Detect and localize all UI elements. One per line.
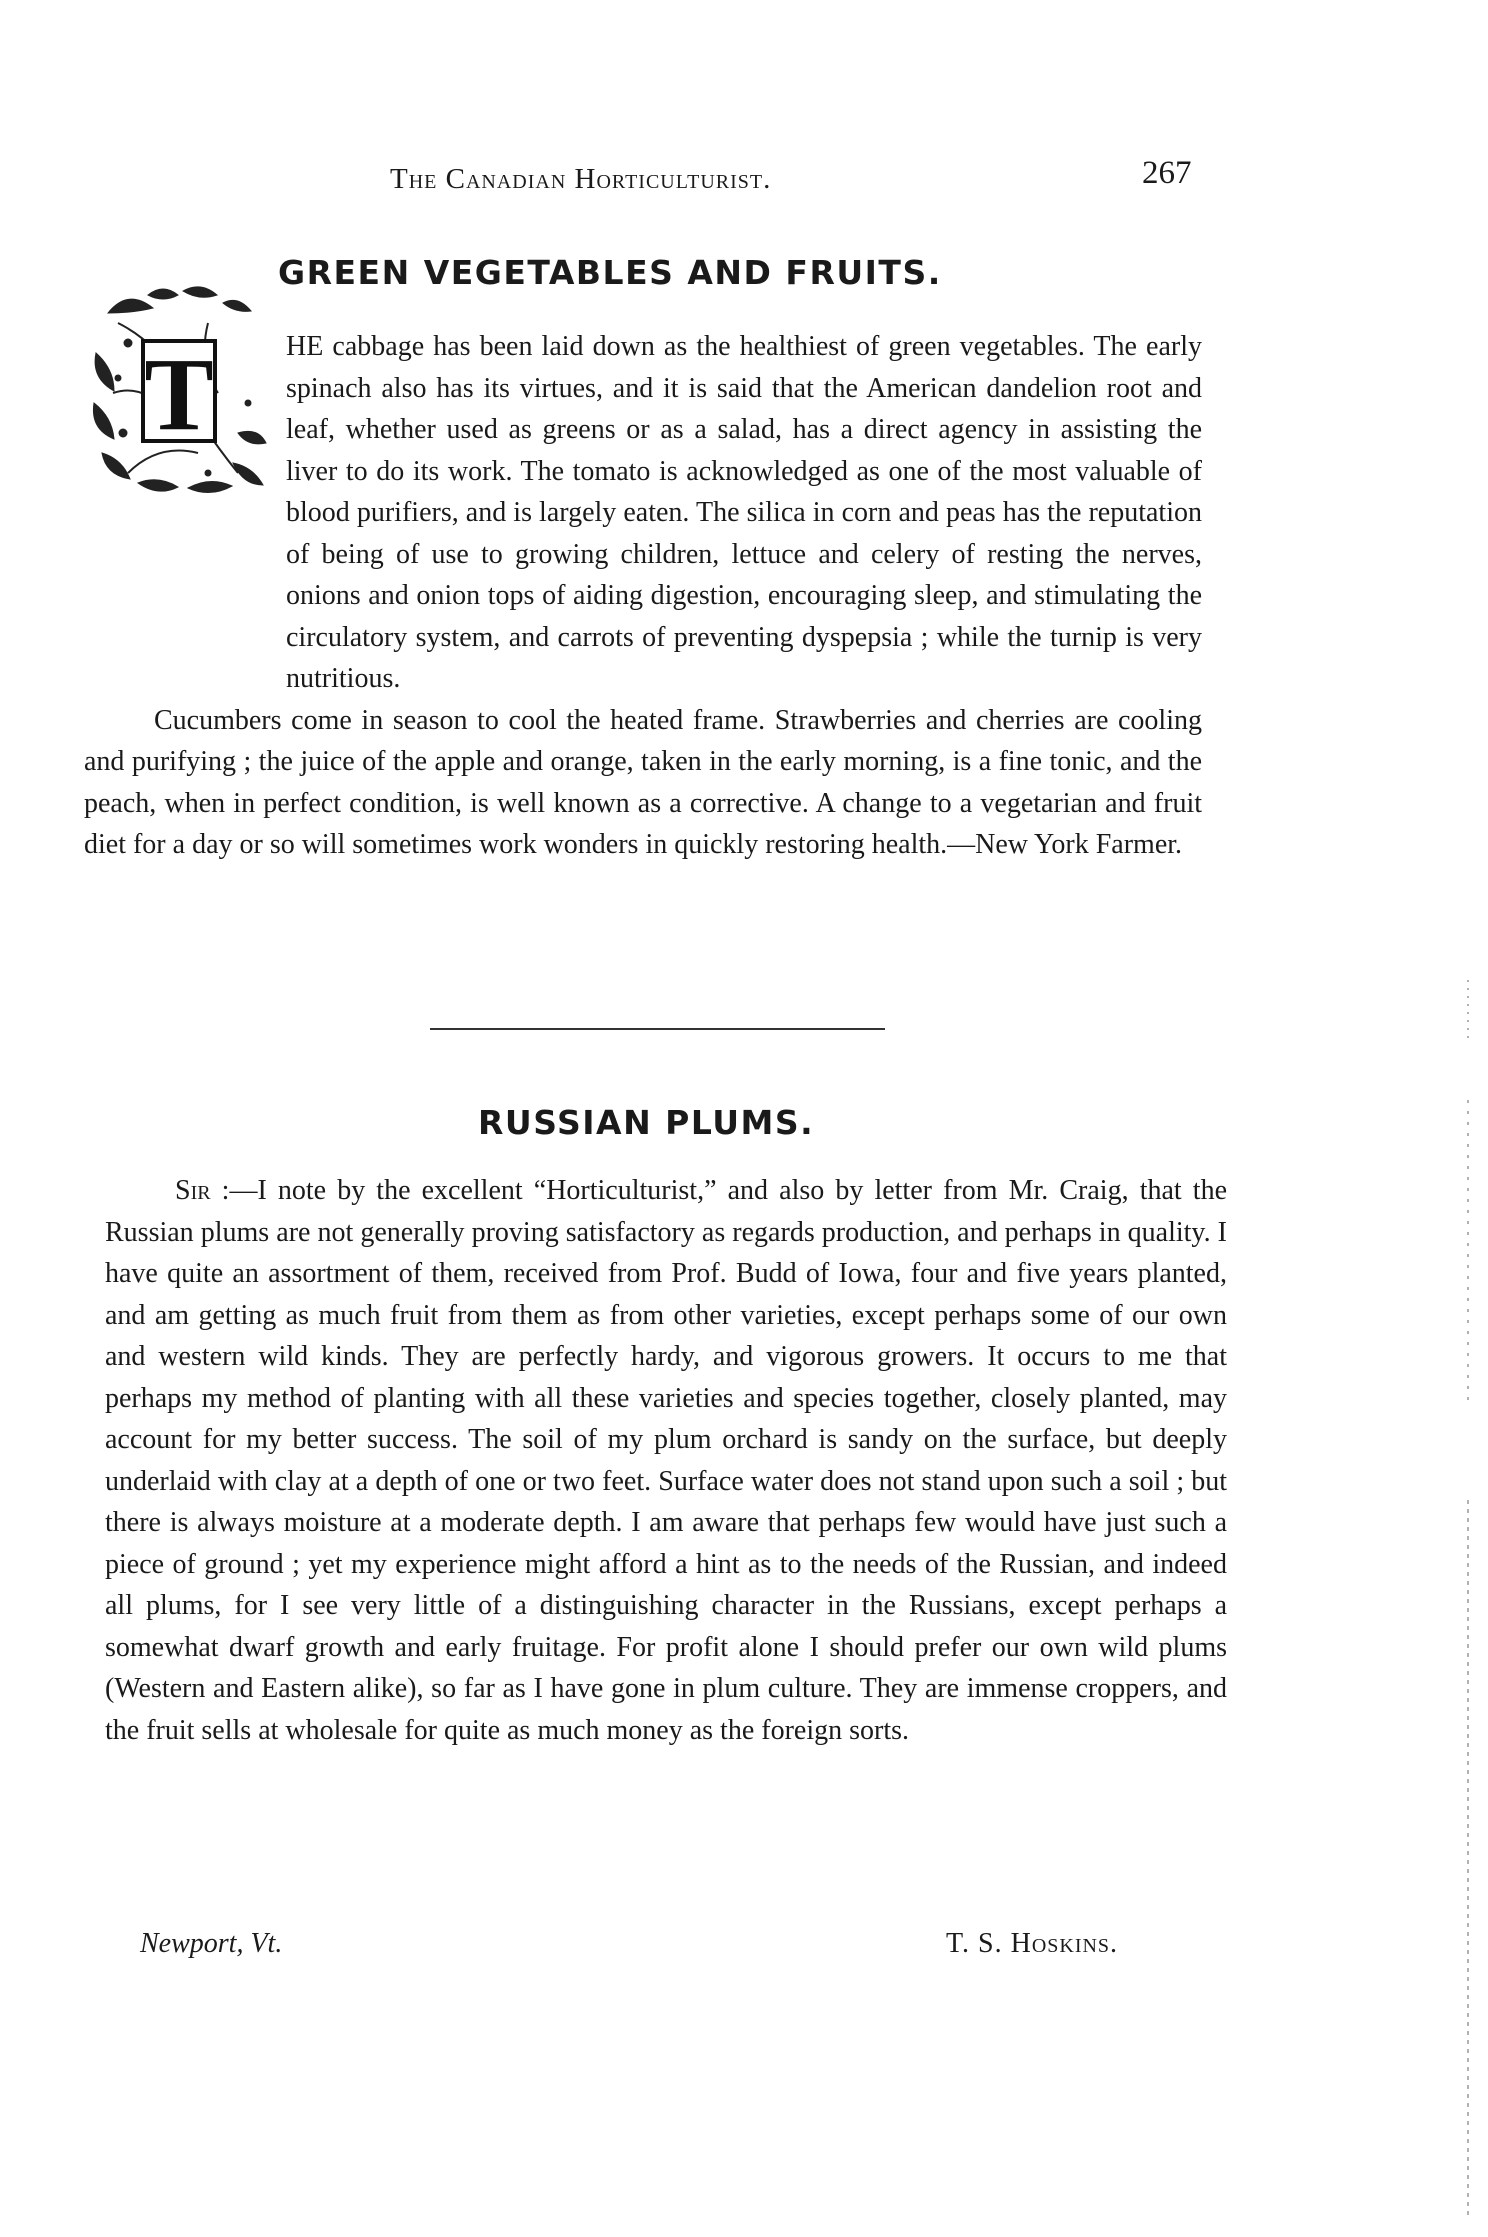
letter-signature: T. S. Hoskins. xyxy=(946,1928,1119,1959)
paragraph: HE cabbage has been laid down as the healthiest of green vegetables. The early spinach also has its virtues, and it is said that the American dandelion root and leaf, whether used as greens or as a salad, has a direct agency in assisting the liver to do its work. The tomato is acknowledged as one of the most valuable of blood purifiers, and is largely eaten. The silica in corn and peas has the reputation of being of use to growing children, lettuce and celery of resting the nerves, onions and onion tops of aiding digestion, encouraging sleep, and stimulating the circulatory system, and carrots of preventing dyspepsia ; while the turnip is very nutritious. xyxy=(286,331,1202,694)
place-of-letter: Newport, Vt. xyxy=(140,1928,283,1959)
page-number: 267 xyxy=(1142,155,1192,191)
paragraph-text: —I note by the excellent “Horticulturist,” and also by letter from Mr. Craig, that the Russian plums are not generally proving satisfactory as regards production, and perhaps in quality. I have quite an assortment of them, received from Prof. Budd of Iowa, four and five years planted, and am getting as much fruit from them as from other varieties, except perhaps some of our own and western wild kinds. They are perfectly hardy, and vigorous growers. It occurs to me that perhaps my method of planting with all these varieties and species together, closely planted, may account for my better success. The soil of my plum orchard is sandy on the surface, but deeply underlaid with clay at a depth of one or two feet. Surface water does not stand upon such a soil ; but there is always moisture at a moderate depth. I am aware that perhaps few would have just such a piece of ground ; yet my experience might afford a hint as to the needs of the Russian, and indeed all plums, for I see very little of a distinguishing character in the Russians, except perhaps a somewhat dwarf growth and early fruitage. For profit alone I should prefer our own wild plums (Western and Eastern alike), so far as I have gone in plum culture. They are immense croppers, and the fruit sells at wholesale for quite as much money as the foreign sorts. xyxy=(105,1175,1227,1746)
scan-edge-marks xyxy=(1460,980,1476,2220)
salutation: Sir : xyxy=(175,1175,230,1206)
article-heading-green-vegetables: GREEN VEGETABLES AND FRUITS. xyxy=(278,253,942,292)
paragraph xyxy=(105,1170,1227,1751)
running-title: The Canadian Horticulturist. xyxy=(390,163,772,195)
article-russian-plums-body xyxy=(105,1170,1227,1751)
section-divider xyxy=(430,1028,885,1030)
article-heading-russian-plums: RUSSIAN PLUMS. xyxy=(478,1103,815,1142)
drop-cap-letter: T xyxy=(144,337,214,452)
paragraph: Cucumbers come in season to cool the heated frame. Strawberries and cherries are cooling and purifying ; the juice of the apple and orange, taken in the early morning, is a fine tonic, and the peach, when in perfect condition, is well known as a corrective. A change to a vegetarian and fruit diet for a day or so will sometimes work wonders in quickly restoring health.—New York Farmer. xyxy=(84,704,1202,860)
article-green-vegetables-body xyxy=(84,326,1202,866)
